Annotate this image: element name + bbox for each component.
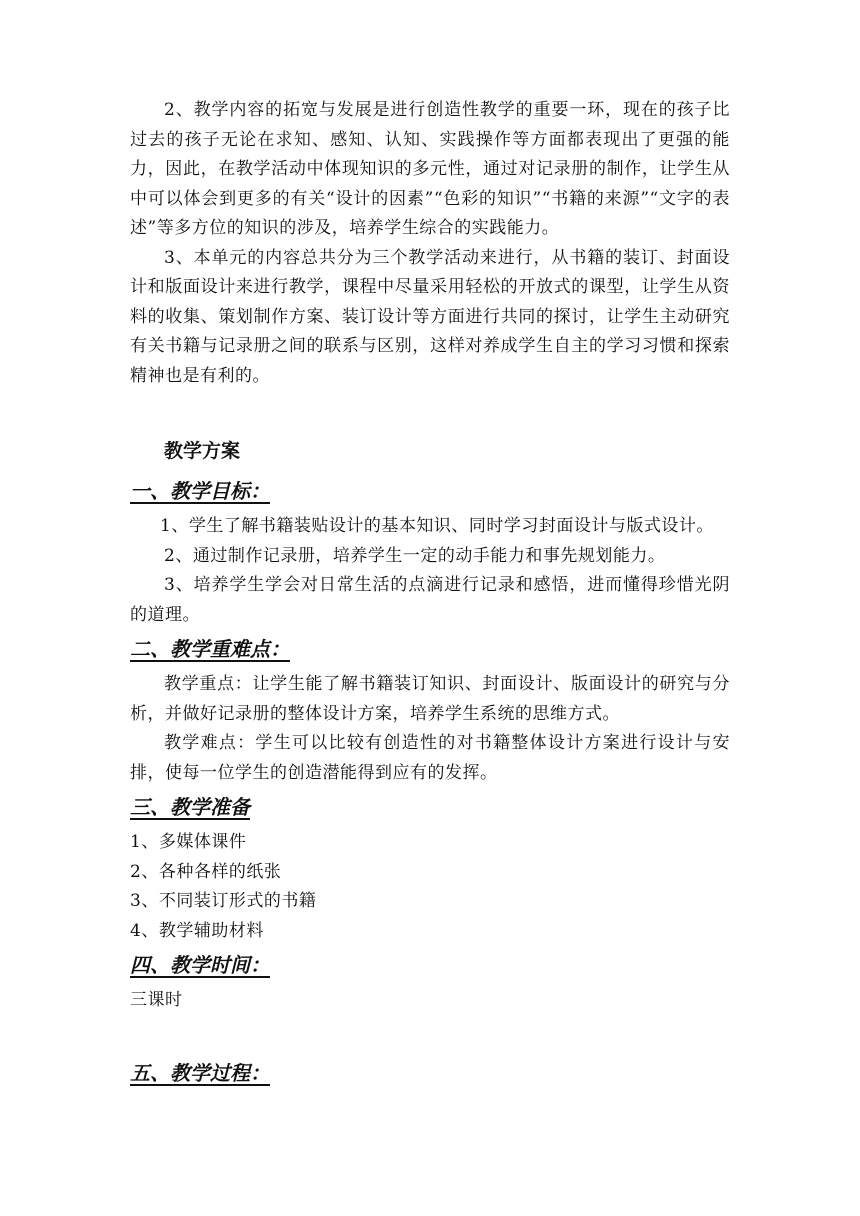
goal-item: 1、学生了解书籍装贴设计的基本知识、同时学习封面设计与版式设计。 (160, 516, 714, 536)
intro-paragraph-2: 2、教学内容的拓宽与发展是进行创造性教学的重要一环，现在的孩子比过去的孩子无论在求知、感知、认知、实践操作等方面都表现出了更强的能力，因此，在教学活动中体现知识的多元性，通过对记录册的制作，让学生从中可以体会到更多的有关“设计的因素”“色彩的知识”“书籍的来源”“文字的表述”等多方位的知识的涉及，培养学生综合的实践能力。 (130, 100, 730, 238)
section-heading-preparation: 三、教学准备 (130, 795, 250, 819)
preparation-item: 4、教学辅助材料 (130, 920, 264, 941)
key-point-focus: 教学重点：让学生能了解书籍装订知识、封面设计、版面设计的研究与分析，并做好记录册的整体设计方案，培养学生系统的思维方式。 (130, 674, 730, 724)
section-heading-goals: 一、教学目标： (130, 479, 270, 503)
spacer (130, 391, 730, 436)
intro-paragraph-3: 3、本单元的内容总共分为三个教学活动来进行，从书籍的装订、封面设计和版面设计来进行教学，课程中尽量采用轻松的开放式的课型，让学生从资料的收集、策划制作方案、装订设计等方面进行共同的探讨，让学生主动研究有关书籍与记录册之间的联系与区别，这样对养成学生自主的学习习惯和探索精神也是有利的。 (130, 247, 730, 386)
section-heading-process: 五、教学过程： (130, 1060, 270, 1085)
key-point-difficulty: 教学难点：学生可以比较有创造性的对书籍整体设计方案进行设计与安排，使每一位学生的创造潜能得到应有的发挥。 (130, 733, 730, 783)
section-heading-key-points: 二、教学重难点： (130, 637, 290, 661)
preparation-item: 3、不同装订形式的书籍 (130, 891, 317, 911)
time-value: 三课时 (130, 990, 183, 1010)
goal-item: 3、培养学生学会对日常生活的点滴进行记录和感悟，进而懂得珍惜光阴的道理。 (130, 575, 730, 625)
plan-title: 教学方案 (164, 440, 241, 462)
preparation-item: 2、各种各样的纸张 (130, 861, 282, 882)
document-body (130, 96, 730, 1088)
goal-item: 2、通过制作记录册，培养学生一定的动手能力和事先规划能力。 (164, 545, 666, 566)
preparation-item: 1、多媒体课件 (130, 832, 247, 852)
section-heading-time: 四、教学时间： (130, 953, 270, 977)
